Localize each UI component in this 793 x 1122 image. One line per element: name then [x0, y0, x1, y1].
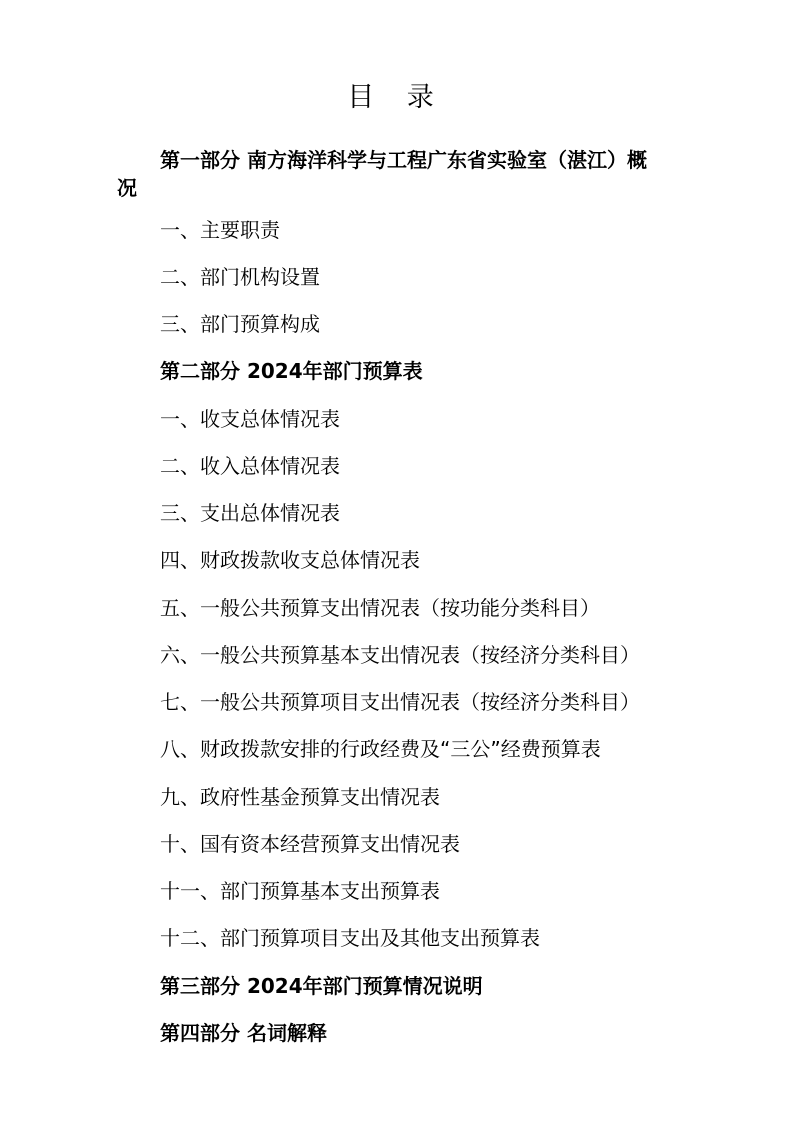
toc-item: 六、一般公共预算基本支出情况表（按经济分类科目）: [160, 643, 640, 667]
toc-item: 十一、部门预算基本支出预算表: [160, 879, 440, 903]
toc-item: 十二、部门预算项目支出及其他支出预算表: [160, 926, 540, 950]
toc-part-4: 第四部分 名词解释: [160, 1021, 327, 1045]
toc-part-1: 第一部分 南方海洋科学与工程广东省实验室（湛江）概况: [117, 148, 647, 200]
toc-item: 十、国有资本经营预算支出情况表: [160, 832, 460, 856]
toc-item: 一、主要职责: [160, 218, 280, 242]
toc-item: 三、支出总体情况表: [160, 501, 340, 525]
toc-item: 九、政府性基金预算支出情况表: [160, 785, 440, 809]
toc-item: 二、部门机构设置: [160, 265, 320, 289]
toc-item: 八、财政拨款安排的行政经费及“三公”经费预算表: [160, 737, 601, 761]
toc-item: 四、财政拨款收支总体情况表: [160, 548, 420, 572]
page-title: 目 录: [347, 82, 446, 113]
toc-part-2: 第二部分 2024年部门预算表: [160, 359, 423, 383]
toc-item: 三、部门预算构成: [160, 312, 320, 336]
toc-item: 七、一般公共预算项目支出情况表（按经济分类科目）: [160, 690, 640, 714]
toc-item: 五、一般公共预算支出情况表（按功能分类科目）: [160, 596, 600, 620]
toc-part-3: 第三部分 2024年部门预算情况说明: [160, 974, 483, 998]
toc-item: 一、收支总体情况表: [160, 407, 340, 431]
toc-item: 二、收入总体情况表: [160, 454, 340, 478]
